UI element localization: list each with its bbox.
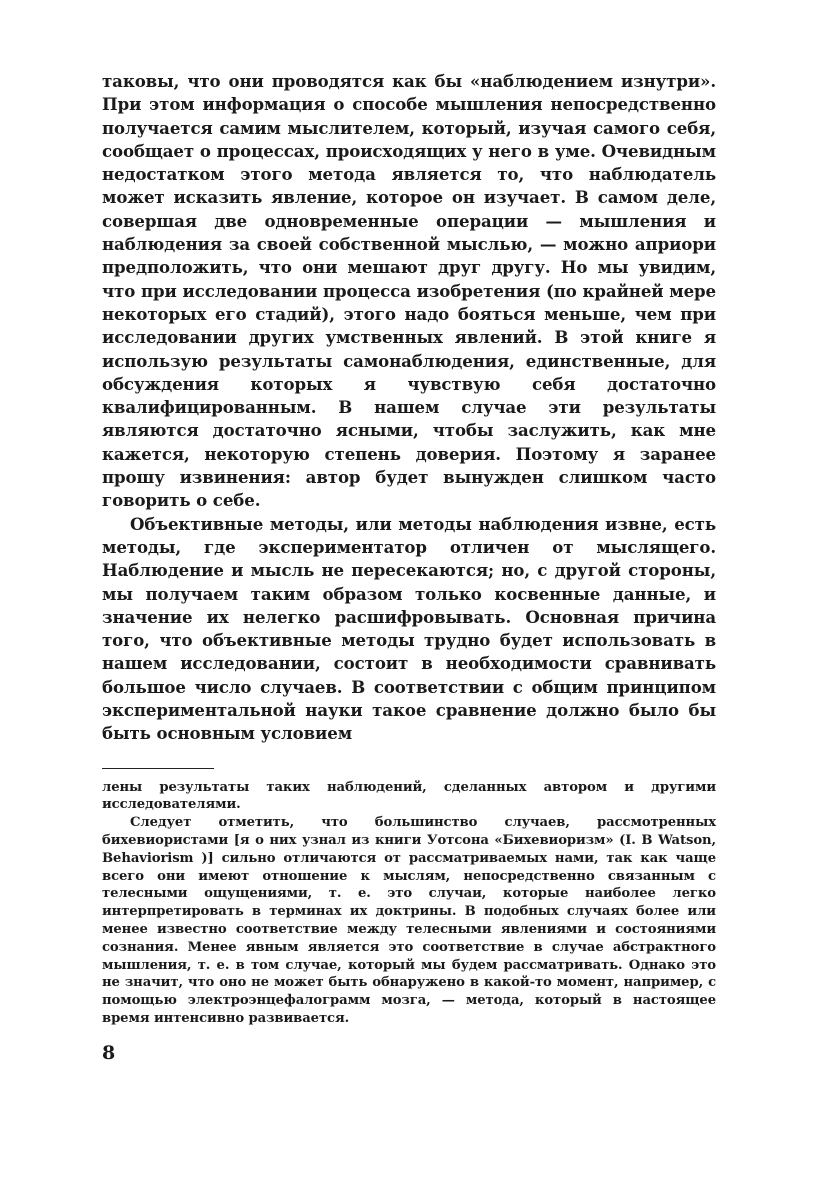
book-page <box>102 70 716 1064</box>
footnote-continuation: лены результаты таких наблюдений, сделанных автором и другими исследователями. <box>102 779 716 813</box>
paragraph-objective-methods: Объективные методы, или методы наблюдения извне, есть методы, где экспериментатор отличен от мыслящего. Наблюдение и мысль не пересекаются; но, с другой стороны, мы получаем таким образом только косвенные данные, и значение их нелегко расшифровывать. Основная причина того, что объективные методы трудно будет использовать в нашем исследовании, состоит в необходимости сравнивать большое число случаев. В соответствии с общим принципом экспериментальной науки такое сравнение должно было бы быть основным условием <box>102 513 716 744</box>
footnote-behaviorism: Следует отметить, что большинство случаев, рассмотренных бихевиористами [я о них узнал из книги Уотсона «Бихевиоризм» (I. B Watson, Behaviorism )] сильно отличаются от рассматриваемых нами, так как чаще всего они имеют отношение к мыслям, непосредственно связанным с телесными ощущениями, т. е. это случаи, которые наиболее легко интерпретировать в терминах их доктрины. В подобных случаях более или менее известно соответствие между телесными явлениями и состояниями сознания. Менее явным является это соответствие в случае абстрактного мышления, т. е. в том случае, который мы будем рассматривать. Однако это не значит, что оно не может быть обнаружено в какой-то момент, например, с помощью электроэнцефалограмм мозга, — метода, который в настоящее время интенсивно развивается. <box>102 815 716 1026</box>
main-text <box>102 70 716 746</box>
page-number: 8 <box>102 1041 116 1064</box>
footnotes <box>102 779 716 1028</box>
footnote-separator <box>102 768 214 769</box>
paragraph-continuation: таковы, что они проводятся как бы «наблюдением изнутри». При этом информация о способе мышления непосредственно получается самим мыслителем, который, изучая самого себя, сообщает о процессах, происходящих у него в уме. Очевидным недостатком этого метода является то, что наблюдатель может исказить явление, которое он изучает. В самом деле, совершая две одновременные операции — мышления и наблюдения за своей собственной мыслью, — можно априори предположить, что они мешают друг другу. Но мы увидим, что при исследовании процесса изобретения (по крайней мере некоторых его стадий), этого надо бояться меньше, чем при исследовании других умственных явлений. В этой книге я использую результаты самонаблюдения, единственные, для обсуждения которых я чувствую себя достаточно квалифицированным. В нашем случае эти результаты являются достаточно ясными, чтобы заслужить, как мне кажется, некоторую степень доверия. Поэтому я заранее прошу извинения: автор будет вынужден слишком часто говорить о себе. <box>102 71 716 511</box>
